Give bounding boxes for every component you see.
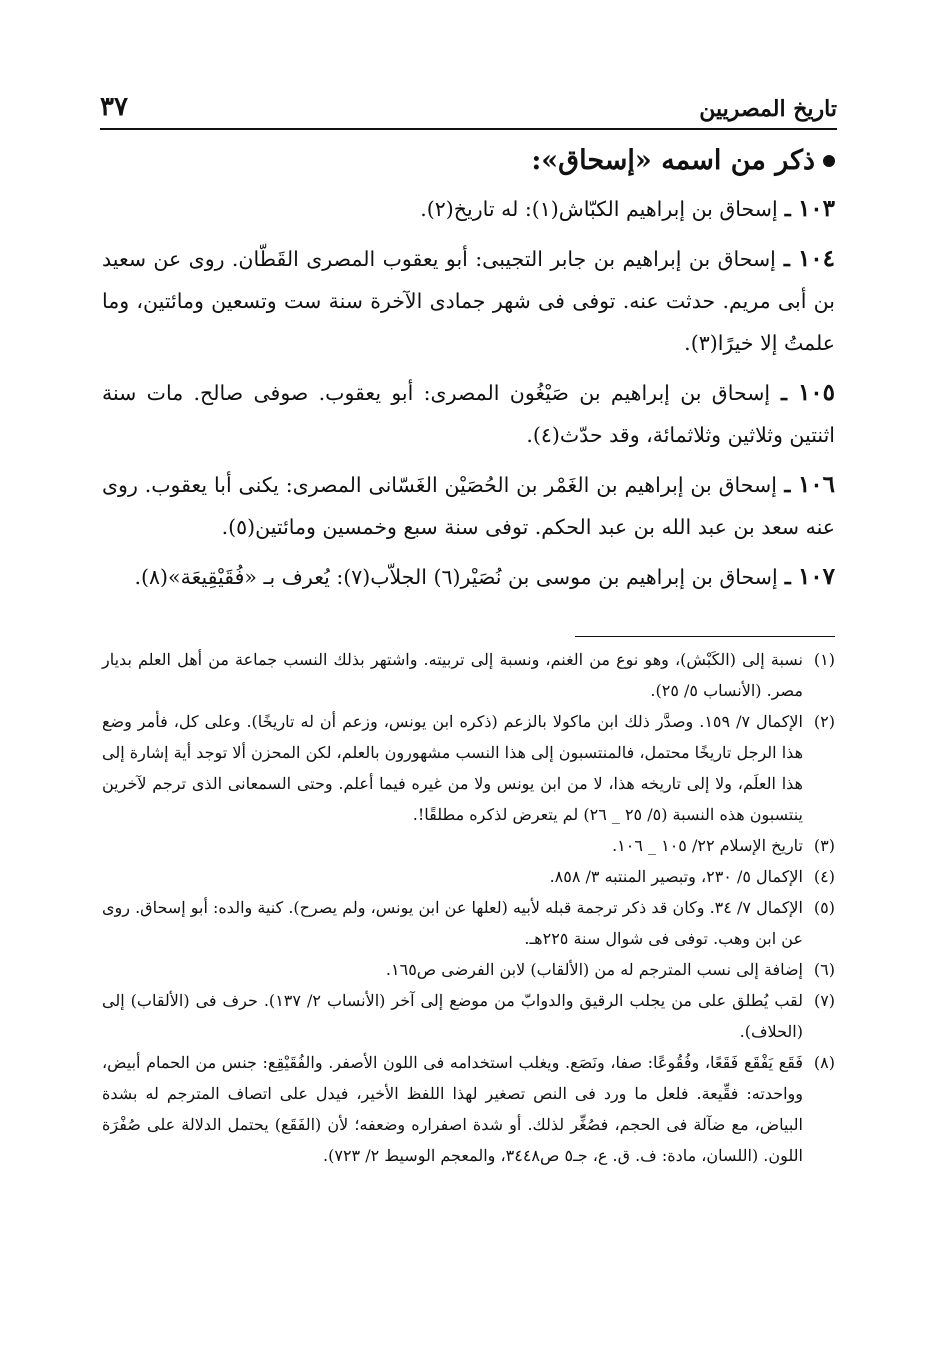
entry-number: ١٠٤ [797,245,835,272]
footnote-2 [102,706,835,830]
footnote-text: فَقَع يَفْقَع فَقَعًا، وفُقُوعًا: صفا، ونَصَع. ويغلب استخدامه فى اللون الأصفر. والفُقَيْقِع: جنس من الحمام أبيض، وواحدته: فقِّيعة. فلعل ما ورد فى النص تصغير لهذا اللفظ الأخير، فيدل على اتصاف المترجم له بشدة البياض، مع ضآلة فى الحجم، فصُغِّر لذلك. أو شدة اصفراره وضعفه؛ لأن (الفَقَع) يحتمل الدلالة على صُفْرَة اللون. (اللسان، مادة: ف. ق. ع، جـ٥ ص٣٤٤٨، والمعجم الوسيط ٢/ ٧٢٣). [102,1053,803,1165]
entry-text: إسحاق بن إبراهيم بن جابر التجيبى: أبو يعقوب المصرى القَطّان. روى عن سعيد بن أبى مريم. حدثت عنه. توفى فى شهر جمادى الآخرة سنة ست وتسعين ومائتين، وما علمتُ إلا خيرًا(٣). [102,247,835,355]
footnote-text: الإكمال ٥/ ٢٣٠، وتبصير المنتبه ٣/ ٨٥٨. [549,867,803,886]
entry-text: إسحاق بن إبراهيم بن صَيْغُون المصرى: أبو يعقوب. صوفى صالح. مات سنة اثنتين وثلاثين وثلاثمائة، وقد حدّث(٤). [102,381,835,447]
footnote-number: (٢) [813,712,835,731]
entry-107: ١٠٧ ـ إسحاق بن إبراهيم بن موسى بن نُصَيْر(٦) الجلاّب(٧): يُعرف بـ «فُقَيْقِيعَة»(٨). [134,563,835,590]
page-header [100,82,837,130]
footnote-3 [102,830,835,861]
footnote-text: الإكمال ٧/ ٣٤. وكان قد ذكر ترجمة قبله لأبيه (لعلها عن ابن يونس، ولم يصرح). كنية والده: أبو إسحاق. روى عن ابن وهب. توفى فى شوال سنة ٢٢٥هـ. [102,898,804,948]
footnote-6 [102,954,835,985]
entry-105: ١٠٥ ـ إسحاق بن إبراهيم بن صَيْغُون المصرى: أبو يعقوب. صوفى صالح. مات سنة اثنتين وثلاثين وثلاثمائة، وقد حدّث(٤). [102,379,836,447]
footnote-text: إضافة إلى نسب المترجم له من (الألقاب) لابن الفرضى ص١٦٥. [385,960,803,979]
footnote-number: (٣) [813,836,835,855]
entry-text: إسحاق بن إبراهيم الكبّاش(١): له تاريخ(٢). [420,197,778,221]
entry-104: ١٠٤ ـ إسحاق بن إبراهيم بن جابر التجيبى: أبو يعقوب المصرى القَطّان. روى عن سعيد بن أبى مريم. حدثت عنه. توفى فى شهر جمادى الآخرة سنة ست وتسعين ومائتين، وما علمتُ إلا خيرًا(٣). [102,245,835,355]
main-text [102,145,835,606]
footnote-text: نسبة إلى (الكَبْش)، وهو نوع من الغنم، ونسبة إلى تربيته. واشتهر بذلك النسب جماعة من أهل العلم بديار مصر. (الأنساب ٥/ ٢٥). [102,650,803,700]
footnote-8 [102,1047,835,1171]
footnote-1 [102,644,835,706]
entry-text: إسحاق بن إبراهيم بن موسى بن نُصَيْر(٦) الجلاّب(٧): يُعرف بـ «فُقَيْقِيعَة»(٨). [134,565,778,589]
footnote-number: (٦) [813,960,835,979]
bullet-icon [823,155,835,167]
entry-number: ١٠٦ [797,471,836,498]
footnote-number: (٤) [813,867,835,886]
section-heading [102,145,835,176]
footnote-5 [102,892,835,954]
footnote-text: تاريخ الإسلام ٢٢/ ١٠٥ _ ١٠٦. [612,836,803,855]
footnote-4 [102,861,835,892]
footnotes [102,644,835,1171]
footnote-number: (١) [813,650,835,669]
footnote-divider [575,636,835,637]
page-number: ٣٧ [100,92,128,122]
footnote-number: (٨) [813,1053,835,1072]
footnote-number: (٧) [813,991,836,1010]
running-title: تاريخ المصريين [699,96,837,122]
footnote-number: (٥) [813,898,836,917]
entry-text: إسحاق بن إبراهيم بن الغَمْر بن الحُصَيْن الغَسّانى المصرى: يكنى أبا يعقوب. روى عنه سعد بن عبد الله بن عبد الحكم. توفى سنة سبع وخمسين ومائتين(٥). [102,473,835,539]
entry-number: ١٠٣ [797,195,835,222]
entry-number: ١٠٧ [797,563,835,590]
entry-number: ١٠٥ [797,379,836,406]
footnote-text: الإكمال ٧/ ١٥٩. وصدَّر ذلك ابن ماكولا بالزعم (ذكره ابن يونس، وزعم أن له تاريخًا). وعلى كل، فأمر وضع هذا الرجل تاريخًا محتمل، فالمنتسبون إلى هذا النسب مشهورون بالعلم، لكن المحزن ألا توجد أية إشارة إلى هذا العلَم، ولا إلى تاريخه هذا، لا من ابن يونس ولا من غيره فيما أعلم. وحتى السمعانى الذى ترجم لآخرين ينتسبون هذه النسبة (٥/ ٢٥ _ ٢٦) لم يتعرض لذكره مطلقًا!. [102,712,803,824]
footnote-text: لقب يُطلق على من يجلب الرقيق والدوابّ من موضع إلى آخر (الأنساب ٢/ ١٣٧). حرف فى (الألقاب) إلى (الحلاف). [102,991,804,1041]
section-heading-text: ذكر من اسمه «إسحاق»: [531,145,815,176]
entry-103: ١٠٣ ـ إسحاق بن إبراهيم الكبّاش(١): له تاريخ(٢). [420,195,835,222]
footnote-7 [102,985,835,1047]
entry-106: ١٠٦ ـ إسحاق بن إبراهيم بن الغَمْر بن الحُصَيْن الغَسّانى المصرى: يكنى أبا يعقوب. روى عنه سعد بن عبد الله بن عبد الحكم. توفى سنة سبع وخمسين ومائتين(٥). [102,471,836,539]
